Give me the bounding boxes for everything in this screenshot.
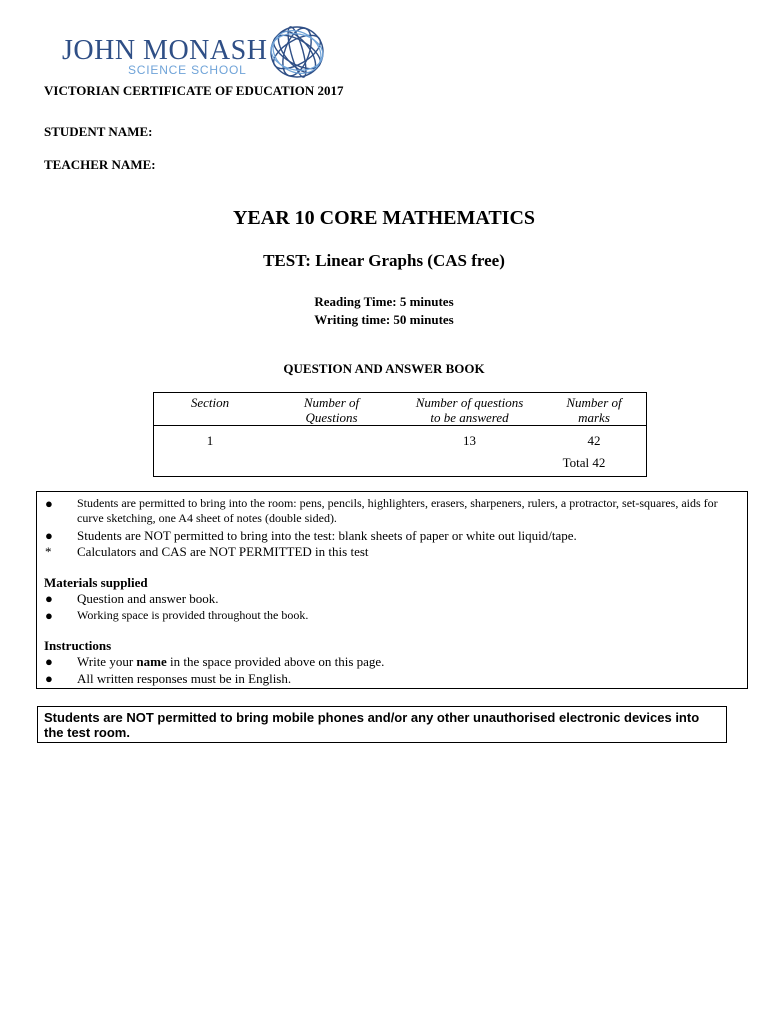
calculators-note: Calculators and CAS are NOT PERMITTED in this test [77,544,369,559]
writing-time: Writing time: 50 minutes [314,312,454,327]
table-header-questions: Number of Questions [303,395,360,425]
bullet-icon: ● [45,496,53,511]
bullet-icon: ● [45,608,53,623]
not-permitted-items: Students are NOT permitted to bring into the test: blank sheets of paper or white out liquid/tape. [77,528,577,543]
table-header-answered: Number of questions to be answered [415,395,524,425]
table-header-marks: Number of marks [566,395,622,425]
instructions-heading: Instructions [44,638,112,653]
permitted-items: Students are permitted to bring into the room: pens, pencils, highlighters, erasers, sharpeners, rulers, a protractor, set-squares, aids for curve sketching, one A4 sheet of notes (double sided). [77,496,718,525]
school-logo [62,24,332,80]
section-table [153,392,647,477]
table-total: Total 42 [562,455,606,470]
materials-item: Question and answer book. [77,591,219,606]
bullet-icon: ● [45,528,53,543]
instruction-name: Write your name in the space provided above on this page. [77,654,385,669]
bullet-icon: ● [45,591,53,606]
bullet-icon: ● [45,654,53,669]
student-name-label: STUDENT NAME: [44,124,153,139]
logo-school-name: JOHN MONASH [62,35,268,66]
page-title: YEAR 10 CORE MATHEMATICS [232,207,536,229]
reading-time: Reading Time: 5 minutes [314,294,454,309]
materials-item: Working space is provided throughout the book. [77,608,309,622]
globe-logo-icon [266,24,328,80]
instruction-english: All written responses must be in English. [77,671,292,686]
book-title: QUESTION AND ANSWER BOOK [283,361,485,376]
bullet-icon: ● [45,671,53,686]
test-title: TEST: Linear Graphs (CAS free) [263,251,505,270]
logo-school-subtitle: SCIENCE SCHOOL [128,63,247,77]
table-cell-answered: 13 [463,433,476,448]
table-cell-section: 1 [206,433,214,448]
table-divider [154,425,646,426]
instructions-box [36,491,748,689]
mobile-phone-warning: Students are NOT permitted to bring mobile phones and/or any other unauthorised electronic devices into the test room. [37,706,727,743]
materials-heading: Materials supplied [44,575,148,590]
certificate-title: VICTORIAN CERTIFICATE OF EDUCATION 2017 [44,83,344,98]
table-cell-marks: 42 [587,433,601,448]
table-header-section: Section [190,395,230,410]
teacher-name-label: TEACHER NAME: [44,157,156,172]
asterisk-icon: * [45,544,52,559]
